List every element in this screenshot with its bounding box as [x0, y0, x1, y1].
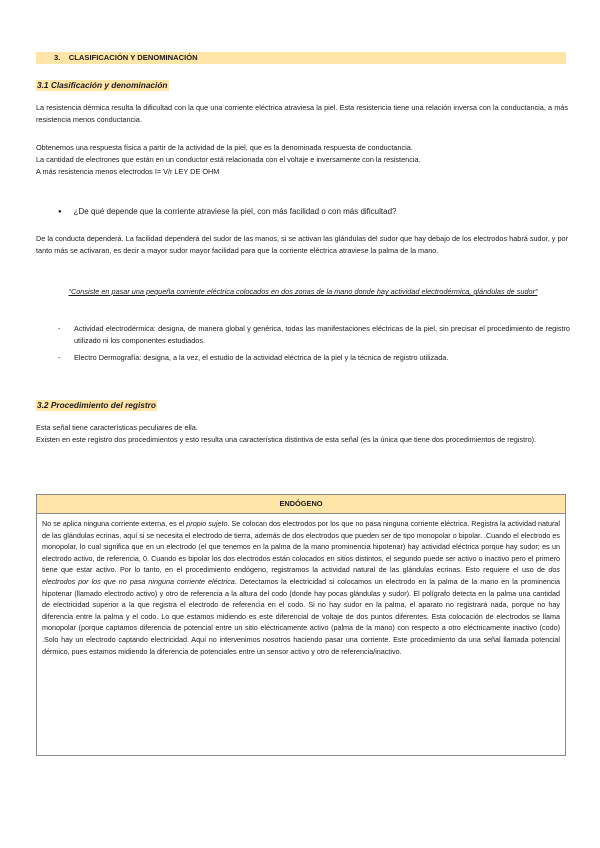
subsection-heading-2: 3.2 Procedimiento del registro	[37, 400, 156, 410]
emphasis-propio-sujeto: propio sujeto	[186, 519, 228, 528]
paragraph-senal-procedimientos: Existen en este registro dos procedimientos y esto resulta una característica distintiva de esta señal (es la única que tiene dos procedimientos de registro).	[36, 435, 537, 444]
definition-text: Actividad electrodérmica: designa, de manera global y genérica, todas las manifestaciones eléctricas de la piel, sin precisar el procedimiento de registro utilizado ni los componentes estudiados.	[74, 324, 570, 345]
section-heading	[36, 52, 566, 64]
definition-text: Electro Dermografía: designa, a la vez, el estudio de la actividad eléctrica de la piel y la técnica de registro utilizada.	[74, 353, 449, 362]
section-title: CLASIFICACIÓN Y DENOMINACIÓN	[68, 53, 198, 62]
dash-icon: -	[58, 353, 61, 362]
definition-quote: “Consiste en pasar una pequeña corriente eléctrica colocados en dos zonas de la mano donde hay actividad electrodérmica, glándulas de sudor”	[68, 287, 538, 296]
section-number: 3.	[54, 53, 61, 62]
definition-item-dermografia	[60, 352, 570, 364]
question-bullet	[58, 206, 396, 219]
paragraph-conducta: De la conducta dependerá. La facilidad dependerá del sudor de las manos, si se activan las glándulas del sudor que hay debajo de los electrodos habrá sudor, y por tanto más se activaran, es decir a mayor sudor mayor facilidad para que la corriente eléctrica atraviese la palma de la mano.	[36, 234, 568, 255]
bullet-dot-icon: ●	[58, 209, 62, 215]
endogeno-box	[36, 494, 566, 756]
emphasis-dos-electrodos: dos electrodos por los que no pasa ninguna corriente eléctrica	[42, 565, 560, 586]
subsection-heading-1: 3.1 Clasificación y denominación	[37, 80, 168, 90]
paragraph-senal-line1: Esta señal tiene características peculiares de ella.	[36, 423, 198, 432]
paragraph-respuesta-line2: La cantidad de electrones que están en un conductor está relacionada con el voltaje e inversamente con la resistencia.	[36, 155, 421, 164]
paragraph-ley-ohm: A más resistencia menos electrodos I= V/r LEY DE OHM	[36, 167, 220, 176]
endogeno-box-title: ENDÓGENO	[37, 495, 565, 514]
paragraph-resistencia: La resistencia dérmica resulta la dificultad con la que una corriente eléctrica atraviesa la piel. Esta resistencia tiene una relación inversa con la conductancia, a más resistencia menos conductancia.	[36, 103, 568, 124]
question-text: ¿De qué depende que la corriente atraviese la piel, con más facilidad o con más dificultad?	[73, 207, 397, 216]
definition-item-actividad	[60, 323, 570, 346]
paragraph-respuesta-line1: Obtenemos una respuesta física a partir de la actividad de la piel, que es la denominada respuesta de conductancia.	[36, 143, 413, 152]
dash-icon: -	[58, 324, 61, 333]
endogeno-box-body: No se aplica ninguna corriente externa, es el propio sujeto. Se colocan dos electrodos por los que no pasa ninguna corriente eléctrica. Registra la actividad natural de las glándulas ecrinas, aquí si se necesita el electrodo de tierra, además de dos electrodos que pueden ser de tipo monopolar o bipolar. .Cuando el electrodo es monopolar, lo cual significa que en un electrodo (el que tenemos en la palma de la mano prominencia hipotenar) hay actividad eléctrica porque hay sudor; es un electrodo activo, de referencia, 0. Cuando es bipolar los dos electrodos están colocados en sitios distintos, el segundo puede ser activo o inactivo pero el primero tiene que estar activo. Por lo tanto, en el procedimiento endógeno, registramos la actividad natural de las glándulas ecrinas. Esto requiere el uso de dos electrodos por los que no pasa ninguna corriente eléctrica. Detectamos la electricidad si colocamos un electrodo en la palma de la mano en la prominencia hipotenar (llamado electrodo activo) y otro de referencia a la altura del codo (donde hay pocas glándulas y sudor). El polígrafo detecta en la palma una cantidad de electricidad superior a la que registra el electrodo de referencia en el codo. Si no hay sudor en la palma, el aparato no registrará nada, porque no hay diferencia entre la palma y el codo. Lo que estamos midiendo es este diferencial de voltaje de dos puntos diferentes. Esta colocación de electrodos se llama monopolar (porque captamos diferencia de potencial entre un sitio eléctricamente activo (palma de la mano) con respecto a otro eléctricamente inactivo (codo) .Solo hay un electrodo captando electricidad. Aquí no intervenimos nosotros haciendo pasar una corriente. Este procedimiento da una señal llamada potencial dérmico, pues estamos midiendo la diferencia de potenciales entre un sensor activo y otro de referencia/inactivo.	[42, 519, 561, 656]
